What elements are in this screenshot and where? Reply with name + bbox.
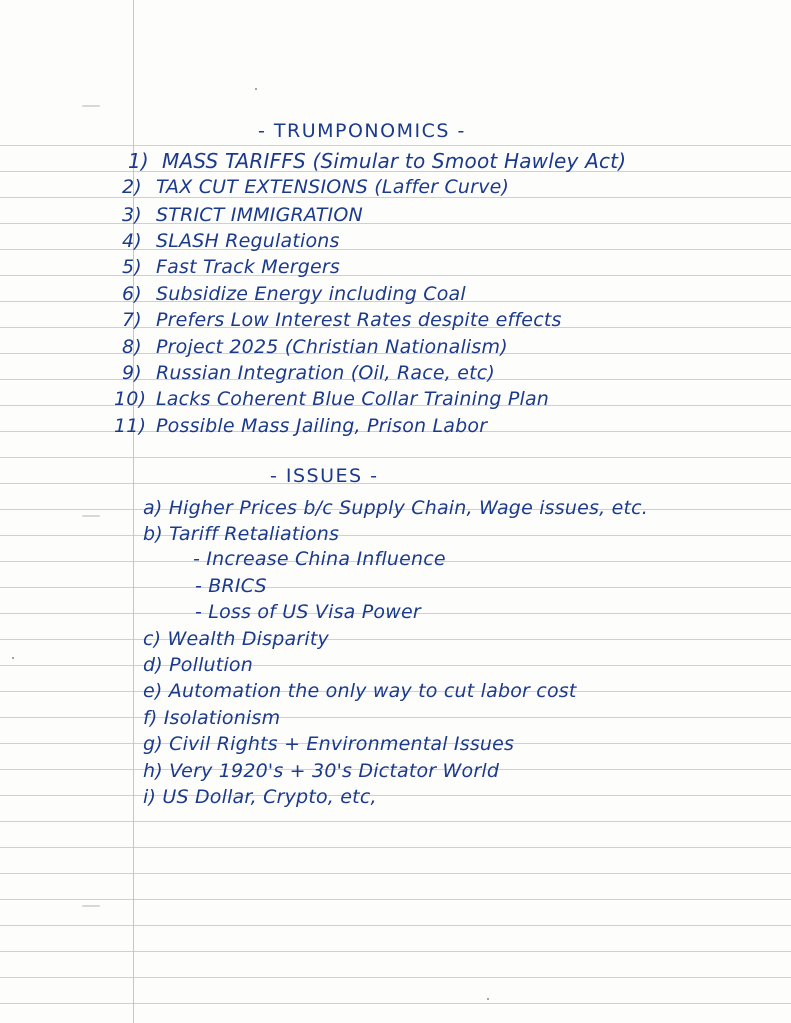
policy-text: SLASH Regulations: [156, 230, 340, 252]
policy-item: [122, 360, 495, 386]
policy-item: [114, 413, 487, 439]
policy-text: Subsidize Energy including Coal: [156, 283, 466, 305]
policy-text: Russian Integration (Oil, Race, etc): [156, 362, 496, 384]
binder-hole-mark: [82, 105, 100, 107]
issue-item: h) Very 1920's + 30's Dictator World: [143, 760, 500, 782]
issue-item: b) Tariff Retaliations: [143, 523, 340, 545]
binder-hole-mark: [82, 515, 100, 517]
policy-number: 7): [122, 309, 142, 331]
policy-item: [122, 254, 340, 280]
policy-number: 2): [122, 176, 142, 198]
policy-number: 3): [122, 204, 142, 226]
policy-number: 5): [122, 256, 142, 278]
issue-subitem: - Loss of US Visa Power: [195, 601, 421, 623]
policy-item: [114, 386, 549, 412]
policy-number: 9): [122, 362, 142, 384]
policy-text: TAX CUT EXTENSIONS (Laffer Curve): [156, 176, 510, 198]
issue-item: f) Isolationism: [143, 707, 281, 729]
page-title: - TRUMPONOMICS -: [258, 120, 466, 142]
policy-number: 4): [122, 230, 142, 252]
policy-number: 8): [122, 336, 142, 358]
issue-item: g) Civil Rights + Environmental Issues: [143, 733, 515, 755]
issues-title: - ISSUES -: [270, 465, 379, 487]
paper-speck: [12, 657, 14, 659]
policy-item: [122, 228, 340, 254]
policy-item: [122, 307, 562, 333]
policy-text: Fast Track Mergers: [156, 256, 340, 278]
policy-item: [122, 174, 509, 200]
policy-number: 11): [114, 415, 147, 437]
policy-text: MASS TARIFFS (Simular to Smoot Hawley Act): [162, 149, 627, 173]
policy-text: Project 2025 (Christian Nationalism): [156, 336, 508, 358]
policy-number: 10): [114, 388, 147, 410]
issue-subitem: - Increase China Influence: [193, 548, 446, 570]
policy-item: [122, 334, 508, 360]
policy-text: Lacks Coherent Blue Collar Training Plan: [156, 388, 550, 410]
issue-item: i) US Dollar, Crypto, etc,: [143, 786, 377, 808]
policy-number: 1): [128, 149, 149, 173]
policy-text: Prefers Low Interest Rates despite effects: [156, 309, 562, 331]
policy-item: [122, 281, 466, 307]
issue-item: d) Pollution: [143, 654, 253, 676]
issue-item: c) Wealth Disparity: [143, 628, 329, 650]
paper-speck: [487, 998, 489, 1000]
policy-text: Possible Mass Jailing, Prison Labor: [156, 415, 488, 437]
policy-text: STRICT IMMIGRATION: [156, 204, 363, 226]
binder-hole-mark: [82, 905, 100, 907]
paper-speck: [255, 88, 257, 90]
issue-item: e) Automation the only way to cut labor cost: [143, 680, 577, 702]
policy-item: [122, 202, 363, 228]
policy-item: [128, 148, 626, 174]
issue-item: a) Higher Prices b/c Supply Chain, Wage issues, etc.: [143, 497, 649, 519]
issue-subitem: - BRICS: [195, 575, 267, 597]
policy-number: 6): [122, 283, 142, 305]
